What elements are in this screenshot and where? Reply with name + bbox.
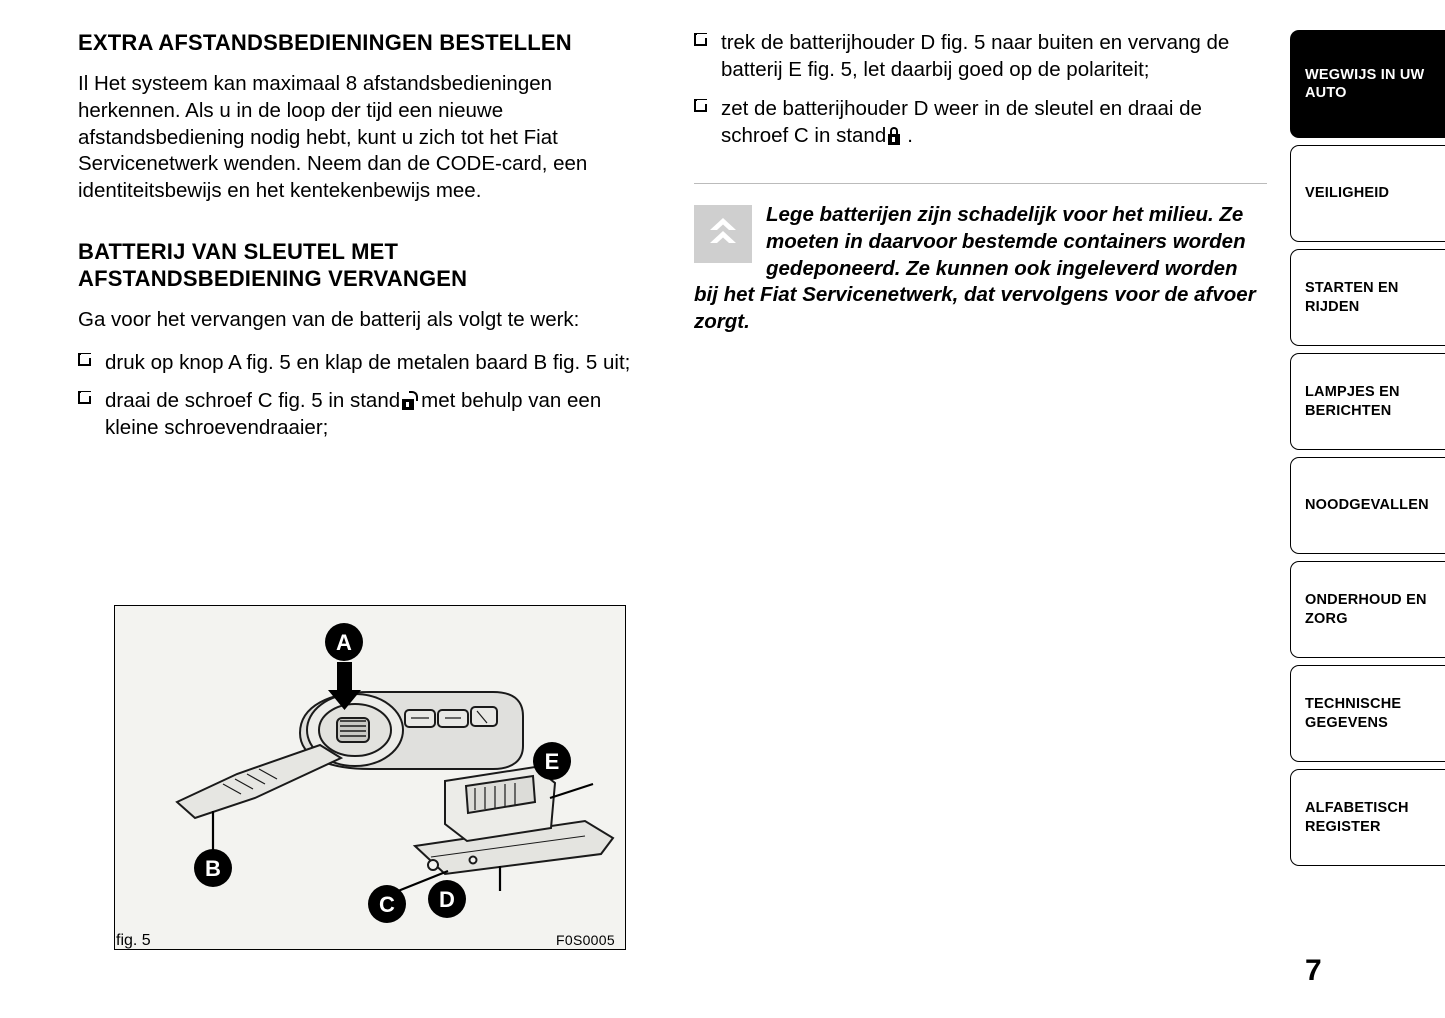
right-bullet-list: [694, 30, 1267, 149]
tab-label: WEGWIJS IN UW AUTO: [1305, 66, 1425, 101]
figure-caption: fig. 5: [116, 932, 151, 949]
note-text: Lege batterijen zijn schadelijk voor het milieu. Ze moeten in daarvoor bestemde containers worden gedeponeerd. Ze kunnen ook ingeleverd worden bij het Fiat Servicenetwerk, dat vervolgens voor de afvoer zorgt.: [694, 203, 1256, 333]
left-column: [78, 30, 638, 454]
tab-label: STARTEN EN RIJDEN: [1305, 280, 1399, 315]
bullet-square-icon: [694, 33, 707, 46]
figure-key-diagram: [114, 605, 626, 950]
lock-closed-icon: [888, 127, 905, 145]
svg-text:A: A: [336, 630, 352, 655]
bullet-square-icon: [78, 391, 91, 404]
svg-text:C: C: [379, 892, 395, 917]
tab-label: VEILIGHEID: [1305, 185, 1390, 202]
right-column: [694, 30, 1267, 336]
list-item: [78, 388, 638, 442]
tab-technische-gegevens[interactable]: [1290, 665, 1445, 762]
paragraph-system-recognition: Il Het systeem kan maximaal 8 afstandsbedieningen herkennen. Als u in de loop der tijd een nieuwe afstandsbediening nodig hebt, kunt u zich tot het Fiat Servicenetwerk wenden. Neem dan de CODE-card, een identiteitsbewijs en het kentekenbewijs mee.: [78, 71, 588, 203]
bullet-square-icon: [78, 353, 91, 366]
list-item-text-after: met behulp van een kleine schroevendraaier;: [105, 389, 602, 440]
list-item-text: zet de batterijhouder D weer in de sleutel en draai de schroef C in stand: [721, 96, 1202, 147]
tab-onderhoud-en-zorg[interactable]: [1290, 561, 1445, 658]
tab-starten-en-rijden[interactable]: [1290, 249, 1445, 346]
tab-label: ALFABETISCH REGISTER: [1305, 800, 1409, 835]
tab-noodgevallen[interactable]: [1290, 457, 1445, 554]
list-item-text: trek de batterijhouder D fig. 5 naar buiten en vervang de batterij E fig. 5, let daarbij goed op de polariteit;: [721, 31, 1230, 81]
list-item: [694, 96, 1267, 150]
tab-label: TECHNISCHE GEGEVENS: [1305, 696, 1402, 731]
tab-alfabetisch-register[interactable]: [1290, 769, 1445, 866]
tab-wegwijs-in-uw-auto[interactable]: [1290, 30, 1445, 138]
left-bullet-list: [78, 350, 638, 443]
tab-lampjes-en-berichten[interactable]: [1290, 353, 1445, 450]
note-divider: [694, 183, 1267, 184]
tab-label: NOODGEVALLEN: [1305, 497, 1429, 514]
svg-text:D: D: [439, 887, 455, 912]
list-item: [694, 30, 1267, 84]
environment-chevrons-icon: [694, 205, 752, 263]
figure-code: F0S0005: [556, 932, 615, 948]
list-item-text: draai de schroef C fig. 5 in stand: [105, 389, 401, 413]
heading-order-extra-remotes: EXTRA AFSTANDSBEDIENINGEN BESTELLEN: [78, 30, 572, 55]
list-item-text: druk op knop A fig. 5 en klap de metalen baard B fig. 5 uit;: [105, 350, 631, 374]
tab-label: ONDERHOUD EN ZORG: [1305, 592, 1427, 627]
list-item: [78, 350, 638, 377]
tab-veiligheid[interactable]: [1290, 145, 1445, 242]
list-item-text-after: .: [907, 123, 913, 147]
environment-warning-note: [694, 202, 1267, 335]
svg-text:E: E: [544, 749, 560, 774]
heading-replace-key-battery: BATTERIJ VAN SLEUTEL MET AFSTANDSBEDIENING VERVANGEN: [78, 239, 468, 291]
tab-label: LAMPJES EN BERICHTEN: [1305, 384, 1400, 419]
page-number: 7: [1305, 954, 1322, 987]
svg-text:B: B: [205, 856, 221, 881]
bullet-square-icon: [694, 99, 707, 112]
lock-open-icon: [402, 392, 419, 410]
chapter-tab-strip: [1290, 30, 1445, 873]
paragraph-procedure-intro: Ga voor het vervangen van de batterij als volgt te werk:: [78, 307, 580, 331]
